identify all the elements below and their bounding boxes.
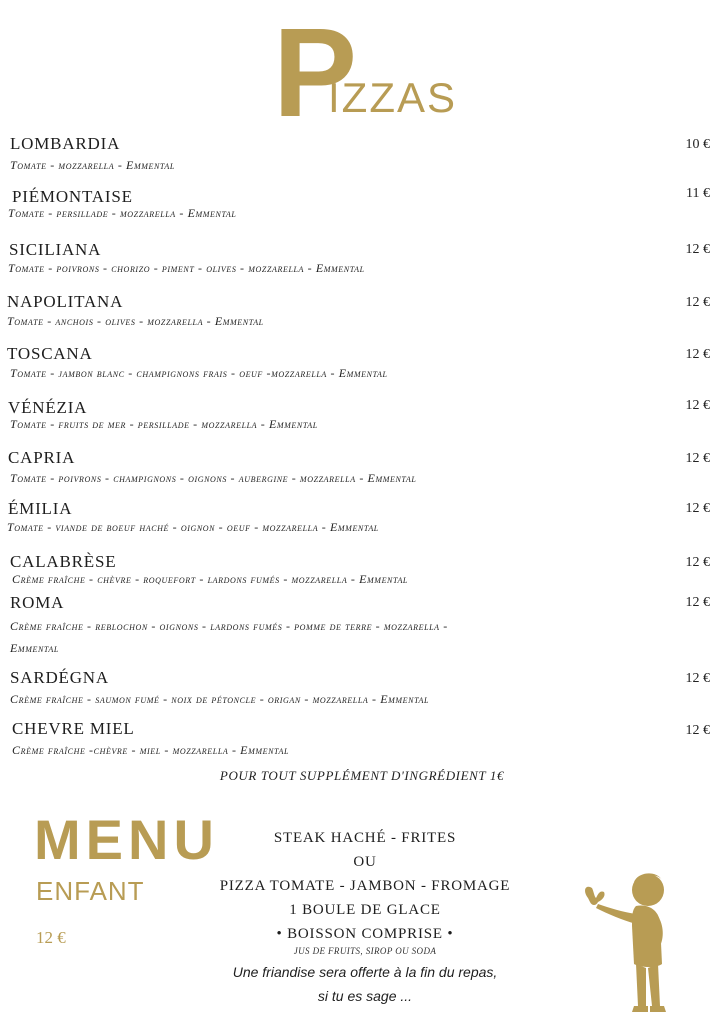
pizza-name: ÉMILIA (8, 499, 73, 518)
menu-line: OU (353, 854, 377, 870)
pizza-price: 12 € (685, 451, 710, 466)
menu-price: 12 € (36, 928, 66, 947)
pizza-ingredients: Tomate - viande de boeuf haché - oignon - oeuf - mozzarella - Emmental (7, 520, 379, 534)
menu-line: • BOISSON COMPRISE • (276, 926, 454, 942)
title-initial: P (273, 2, 358, 143)
pizza-name: CAPRIA (8, 448, 76, 467)
menu-line: 1 BOULE DE GLACE (289, 902, 441, 918)
pizza-price: 12 € (685, 347, 710, 362)
pizza-ingredients: Tomate - mozzarella - Emmental (10, 158, 175, 172)
pizza-name: NAPOLITANA (7, 292, 124, 311)
pizza-name: CHEVRE MIEL (12, 719, 135, 738)
menu-enfant-details (195, 830, 535, 1008)
title-rest: IZZAS (328, 74, 458, 121)
supplement-note: POUR TOUT SUPPLÉMENT D'INGRÉDIENT 1€ (219, 768, 505, 783)
pizza-name: CALABRÈSE (10, 552, 117, 571)
menu-subtitle: ENFANT (36, 876, 145, 906)
pizza-ingredients-continued: Emmental (10, 641, 59, 655)
pizza-ingredients: Tomate - poivrons - champignons - oignons - aubergine - mozzarella - Emmental (10, 471, 417, 485)
child-silhouette-icon (582, 870, 702, 1020)
pizza-ingredients: Crème fraîche - saumon fumé - noix de pétoncle - origan - mozzarella - Emmental (10, 692, 430, 706)
pizza-price: 12 € (685, 595, 710, 610)
pizza-ingredients: Tomate - fruits de mer - persillade - mozzarella - Emmental (10, 417, 318, 431)
pizza-ingredients: Tomate - poivrons - chorizo - piment - olives - mozzarella - Emmental (8, 261, 365, 275)
page-title (0, 2, 724, 143)
pizza-price: 12 € (685, 671, 710, 686)
pizza-name: ROMA (10, 593, 65, 612)
pizza-ingredients: Crème fraîche - reblochon - oignons - lardons fumés - pomme de terre - mozzarella - (10, 619, 448, 633)
pizza-price: 12 € (685, 555, 710, 570)
pizza-price: 12 € (685, 295, 710, 310)
pizza-price: 10 € (685, 137, 710, 152)
pizza-name: PIÉMONTAISE (12, 187, 133, 206)
menu-title: MENU (34, 808, 219, 871)
pizza-price: 12 € (685, 723, 710, 738)
drink-note: JUS DE FRUITS, SIROP OU SODA (293, 946, 437, 956)
pizza-ingredients: Tomate - jambon blanc - champignons frais - oeuf -mozzarella - Emmental (10, 366, 388, 380)
treat-line: Une friandise sera offerte à la fin du repas, (232, 964, 498, 980)
menu-line: PIZZA TOMATE - JAMBON - FROMAGE (219, 878, 511, 894)
pizza-ingredients: Tomate - persillade - mozzarella - Emmental (8, 206, 237, 220)
pizza-name: SICILIANA (9, 240, 102, 259)
pizza-price: 12 € (685, 242, 710, 257)
pizza-price: 11 € (686, 186, 710, 201)
pizza-ingredients: Crème fraîche -chèvre - miel - mozzarella - Emmental (12, 743, 290, 757)
pizza-name: LOMBARDIA (10, 134, 121, 153)
pizza-ingredients: Crème fraîche - chèvre - roquefort - lardons fumés - mozzarella - Emmental (12, 572, 408, 586)
pizza-name: SARDÉGNA (10, 668, 109, 687)
menu-line: STEAK HACHÉ - FRITES (273, 830, 457, 846)
pizza-ingredients: Tomate - anchois - olives - mozzarella - Emmental (7, 314, 264, 328)
pizza-price: 12 € (685, 501, 710, 516)
pizza-price: 12 € (685, 398, 710, 413)
treat-line: si tu es sage ... (317, 988, 413, 1004)
pizza-name: TOSCANA (7, 344, 93, 363)
pizza-name: VÉNÉZIA (8, 398, 88, 417)
